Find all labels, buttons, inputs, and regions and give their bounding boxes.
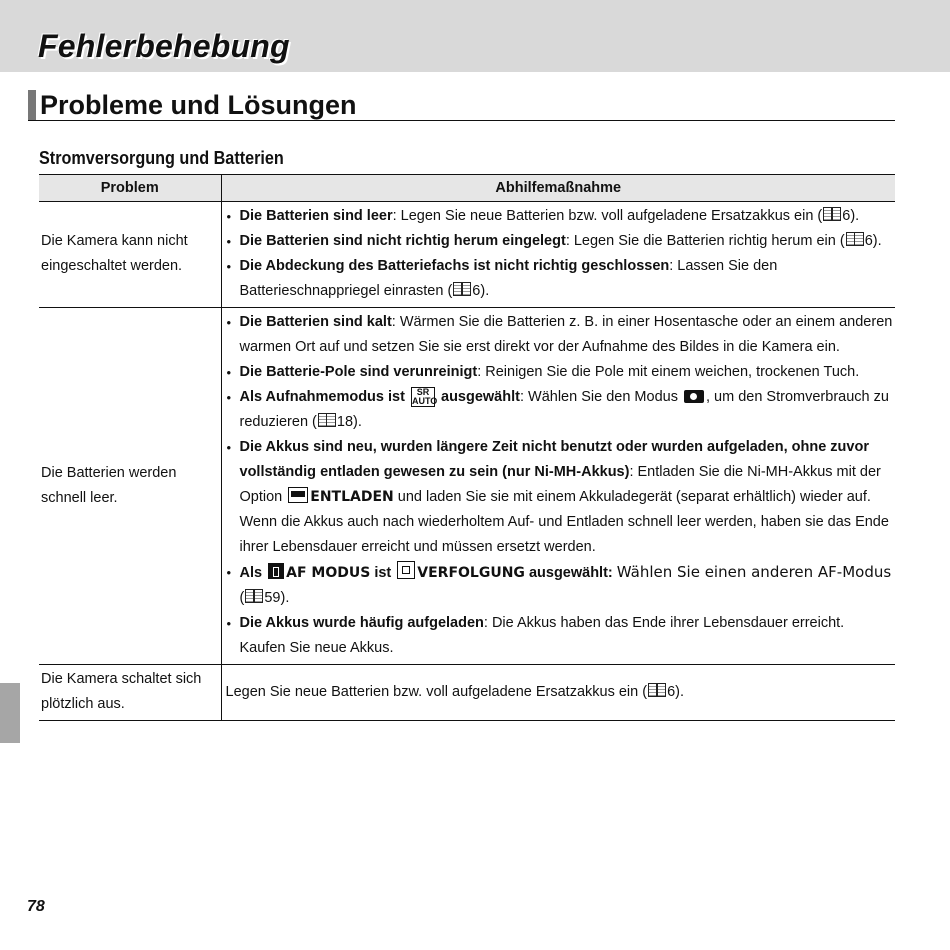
page-ref: 6	[667, 683, 676, 700]
section-heading	[28, 88, 895, 121]
shooting-menu-icon	[288, 487, 308, 503]
remedy-text: : Entladen Sie die Ni-MH-Akkus mit der Option	[239, 464, 881, 505]
page-number: 78	[27, 898, 45, 915]
remedy-list	[226, 204, 894, 304]
remedy-text: : Wählen Sie den Modus	[519, 389, 678, 405]
manual-page-reference-icon	[318, 413, 336, 427]
sr-auto-mode-icon: SR AUTO	[411, 387, 438, 406]
remedy-lead: Die Akkus sind neu, wurden längere Zeit nicht benutzt oder wurden aufgeladen, ohne zuvor vollständig entladen gewesen zu sein (nur Ni-MH-Akkus)	[239, 439, 869, 480]
remedy-item	[226, 560, 894, 611]
problem-cell: Die Kamera kann nicht eingeschaltet werden.	[39, 202, 221, 308]
remedy-text: Legen Sie neue Batterien bzw. voll aufgeladene Ersatzakkus ein (	[225, 683, 648, 700]
remedy-text: : Legen Sie die Batterien richtig herum ein (	[565, 233, 845, 249]
chapter-thumb-tab	[0, 683, 20, 743]
remedy-text: (	[239, 590, 245, 606]
remedy-lead: Als Aufnahmemodus ist	[239, 389, 405, 405]
page-ref: 59	[264, 590, 281, 606]
page-ref: 6	[864, 233, 873, 249]
page-ref: 6	[842, 208, 851, 224]
chapter-title: Fehlerbehebung	[38, 28, 290, 64]
remedy-lead: Die Batterie-Pole sind verunreinigt	[239, 364, 478, 380]
remedy-text: , um den Stromverbrauch zu reduzieren (	[239, 389, 889, 430]
remedy-end: ).	[480, 283, 490, 299]
remedy-text: : Lassen Sie den Batterieschnappriegel einrasten (	[239, 258, 778, 299]
remedy-item	[226, 611, 894, 661]
remedy-end: ).	[850, 208, 860, 224]
column-header-problem: Problem	[39, 175, 221, 202]
manual-page-reference-icon	[453, 282, 471, 296]
menu-term: ENTLADEN	[310, 489, 394, 505]
remedy-lead: ist	[374, 565, 392, 581]
remedy-lead: ausgewählt	[441, 389, 520, 405]
remedy-lead: Die Batterien sind kalt	[239, 314, 392, 330]
manual-page-reference-icon	[823, 207, 841, 221]
remedy-list	[226, 310, 894, 661]
remedy-lead: ausgewählt:	[528, 565, 613, 581]
camera-mode-icon	[684, 390, 704, 403]
remedy-item	[226, 310, 894, 360]
page-ref: 6	[472, 283, 481, 299]
troubleshooting-table	[39, 174, 895, 721]
remedy-text: : Wärmen Sie die Batterien z. B. in einer Hosentasche oder an einem anderen warmen Ort auf und setzen Sie sie erst direkt vor der Aufnahme des Bildes in die Kamera ein.	[239, 314, 893, 355]
remedy-cell	[221, 308, 895, 665]
table-row	[39, 202, 895, 308]
menu-term: AF MODUS	[286, 565, 371, 581]
remedy-item	[226, 254, 894, 304]
subsection-title: Stromversorgung und Batterien	[39, 148, 284, 168]
remedy-end: ).	[280, 590, 290, 606]
remedy-lead: Die Abdeckung des Batteriefachs ist nicht richtig geschlossen	[239, 258, 670, 274]
remedy-lead: Als	[239, 565, 263, 581]
remedy-item	[226, 229, 894, 254]
table-row	[39, 665, 895, 721]
remedy-text: : Legen Sie neue Batterien bzw. voll aufgeladene Ersatzakkus ein (	[392, 208, 823, 224]
page-ref: 18	[336, 414, 354, 430]
remedy-text: : Die Akkus haben das Ende ihrer Lebensdauer erreicht. Kaufen Sie neue Akkus.	[239, 615, 845, 656]
remedy-lead: Die Batterien sind leer	[239, 208, 393, 224]
manual-page-reference-icon	[245, 589, 263, 603]
remedy-lead: Die Batterien sind nicht richtig herum eingelegt	[239, 233, 566, 249]
remedy-cell	[221, 665, 895, 721]
remedy-item	[226, 435, 894, 560]
problem-cell: Die Kamera schaltet sich plötzlich aus.	[39, 665, 221, 721]
remedy-text: : Reinigen Sie die Pole mit einem weichen, trockenen Tuch.	[477, 364, 860, 380]
table-header-row	[39, 175, 895, 202]
remedy-lead: Die Akkus wurde häufig aufgeladen	[239, 615, 484, 631]
remedy-item	[226, 385, 894, 435]
remedy-text: und laden Sie sie mit einem Akkuladegerät (separat erhältlich) wieder auf. Wenn die Akkus auch nach wiederholtem Auf- und Entladen schnell leer werden, haben sie das Ende ihrer Lebensdauer erreicht und müssen ersetzt werden.	[239, 489, 889, 555]
remedy-item	[226, 360, 894, 385]
remedy-item	[226, 204, 894, 229]
menu-term: VERFOLGUNG	[417, 565, 525, 581]
manual-page-reference-icon	[648, 683, 666, 697]
section-marker	[28, 90, 36, 120]
remedy-end: ).	[872, 233, 882, 249]
remedy-text: Wählen Sie einen anderen AF-Modus	[616, 563, 892, 581]
problem-cell: Die Batterien werden schnell leer.	[39, 308, 221, 665]
remedy-cell	[221, 202, 895, 308]
remedy-end: ).	[353, 414, 362, 430]
section-title: Probleme und Lösungen	[40, 90, 357, 120]
remedy-end: ).	[675, 683, 685, 700]
table-row	[39, 308, 895, 665]
af-mode-icon	[268, 563, 284, 579]
manual-page-reference-icon	[846, 232, 864, 246]
column-header-remedy: Abhilfemaßnahme	[221, 175, 895, 202]
tracking-icon	[397, 561, 415, 579]
